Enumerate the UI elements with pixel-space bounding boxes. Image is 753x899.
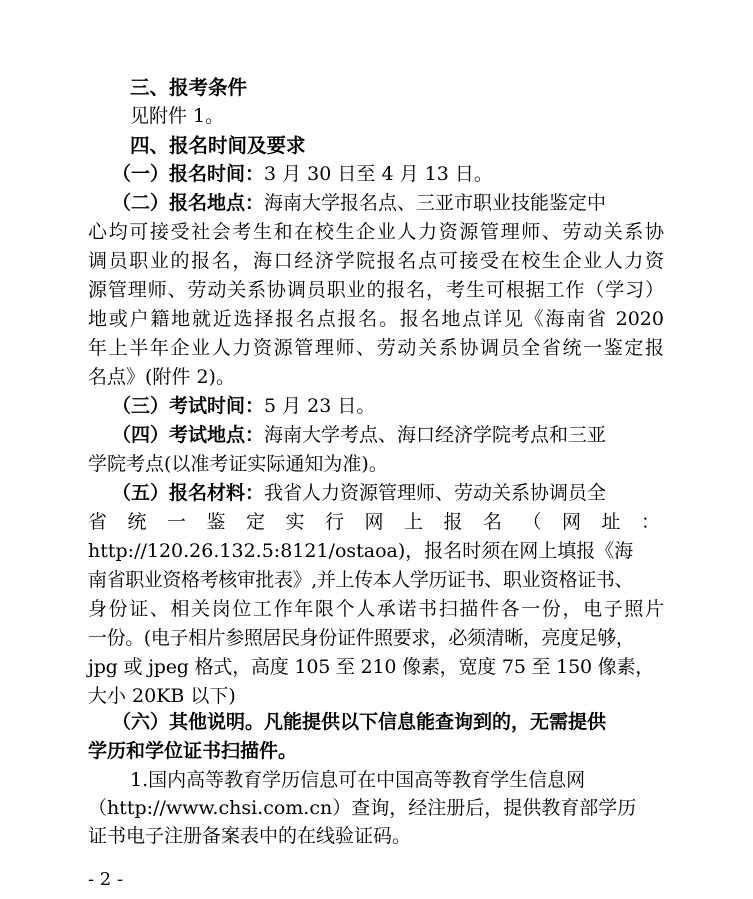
item-5-text-1: 我省人力资源管理师、劳动关系协调员全 — [264, 482, 607, 504]
item-5-line-2: 省统一鉴定实行网上报名（网址： — [88, 511, 664, 533]
item-2-line-3: 调员职业的报名，海口经济学院报名点可接受在校生企业人力资 — [88, 250, 664, 272]
note-1-line-1: 1.国内高等教育学历信息可在中国高等教育学生信息网 — [130, 769, 586, 791]
section-4-heading: 四、报名时间及要求 — [130, 134, 306, 157]
item-2-line-1 — [112, 189, 664, 218]
item-5-line-6: 一份。(电子相片参照居民身份证件照要求，必须清晰，亮度足够， — [88, 627, 635, 649]
item-4-label: （四）考试地点： — [112, 424, 265, 446]
item-2-line-4: 源管理师、劳动关系协调员职业的报名，考生可根据工作（学习） — [88, 279, 664, 301]
item-5-line-3: http://120.26.132.5:8121/ostaoa)，报名时须在网上填报《海 — [88, 540, 634, 562]
item-4-text-1: 海南大学考点、海口经济学院考点和三亚 — [264, 424, 607, 446]
page-number: - 2 - — [88, 869, 124, 890]
item-1-label: （一）报名时间： — [112, 163, 265, 185]
note-1-line-3: 证书电子注册备案表中的在线验证码。 — [88, 825, 412, 847]
item-2-line-2: 心均可接受社会考生和在校生企业人力资源管理师、劳动关系协 — [88, 221, 664, 243]
item-1-text: 3 月 30 日至 4 月 13 日。 — [264, 163, 493, 185]
item-3 — [112, 392, 688, 421]
item-2-label: （二）报名地点： — [112, 192, 265, 214]
section-3-heading: 三、报考条件 — [130, 76, 248, 99]
item-6-line-2: 学历和学位证书扫描件。 — [88, 740, 298, 762]
item-4-line-1 — [112, 421, 664, 450]
item-5-line-8: 大小 20KB 以下) — [88, 685, 236, 707]
item-4-line-2: 学院考点(以准考证实际通知为准)。 — [88, 453, 388, 475]
section-3-text: 见附件 1。 — [130, 105, 225, 127]
item-2-line-7: 名点》(附件 2)。 — [88, 366, 235, 388]
item-2-text-1: 海南大学报名点、三亚市职业技能鉴定中 — [264, 192, 607, 214]
item-5-line-7: jpg 或 jpeg 格式，高度 105 至 210 像素，宽度 75 至 150 像素， — [88, 656, 655, 678]
item-2-line-6: 年上半年企业人力资源管理师、劳动关系协调员全省统一鉴定报 — [88, 337, 664, 359]
item-5-line-4: 南省职业资格考核审批表》,并上传本人学历证书、职业资格证书、 — [88, 569, 634, 591]
item-6-line-1: （六）其他说明。凡能提供以下信息能查询到的，无需提供 — [112, 711, 607, 733]
item-5-line-5: 身份证、相关岗位工作年限个人承诺书扫描件各一份，电子照片 — [88, 598, 664, 620]
item-2-line-5: 地或户籍地就近选择报名点报名。报名地点详见《海南省 2020 — [88, 308, 664, 330]
item-5-line-1 — [112, 479, 664, 508]
note-1-line-2: （http://www.chsi.com.cn）查询，经注册后，提供教育部学历 — [88, 797, 637, 819]
item-1 — [112, 160, 688, 189]
item-3-text: 5 月 23 日。 — [264, 395, 376, 417]
item-3-label: （三）考试时间： — [112, 395, 265, 417]
item-5-label: （五）报名材料： — [112, 482, 265, 504]
